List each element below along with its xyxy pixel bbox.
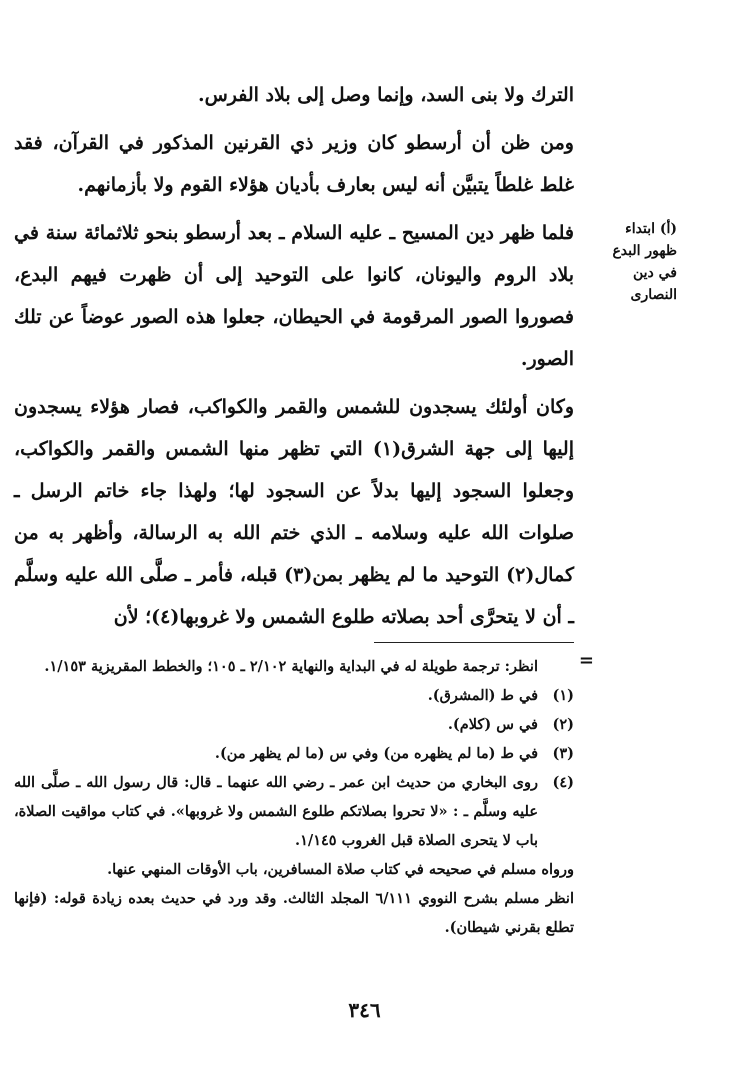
footnote-2 — [14, 710, 574, 739]
footnote-number: (١) — [552, 687, 574, 704]
footnote-extra: ورواه مسلم في صحيحه في كتاب صلاة المسافرين، باب الأوقات المنهي عنها. — [107, 861, 574, 878]
paragraph-1: الترك ولا بنى السد، وإنما وصل إلى بلاد الفرس. — [197, 84, 574, 106]
margin-heading-line: (أ) ابتداء — [625, 221, 677, 237]
main-text — [14, 74, 574, 638]
footnote-text: في ط (المشرق). — [427, 687, 538, 704]
footnote-continuation: انظر: ترجمة طويلة له في البداية والنهاية ٢/١٠٢ ـ ١٠٥؛ والخطط المقريزية ١/١٥٣. — [44, 658, 538, 675]
margin-heading-line: ظهور البدع — [612, 243, 677, 259]
margin-heading-line: في دين — [632, 265, 677, 281]
page-number: ٣٤٦ — [348, 998, 381, 1022]
margin-heading-line: النصارى — [630, 287, 677, 303]
footnote-extra: انظر مسلم بشرح النووي ٦/١١١ المجلد الثالث. وقد ورد في حديث بعده زيادة قوله: (فإنها تطلع بقرني شيطان). — [14, 890, 574, 936]
continuation-mark: = — [578, 650, 594, 671]
footnote-separator — [374, 642, 574, 643]
footnote-4 — [14, 768, 574, 855]
footnote-text: في ط (ما لم يظهره من) وفي س (ما لم يظهر من). — [214, 745, 538, 762]
paragraph-3: فلما ظهر دين المسيح ـ عليه السلام ـ بعد أرسطو بنحو ثلاثمائة سنة في بلاد الروم واليونان، كانوا على التوحيد إلى أن ظهرت فيهم البدع، فصوروا الصور المرقومة في الحيطان، جعلوا هذه الصور عوضاً عن تلك الصور. — [14, 222, 574, 370]
footnotes — [14, 652, 574, 942]
footnote-number: (٢) — [552, 716, 574, 733]
footnote-number: (٤) — [552, 774, 574, 791]
footnote-text: في س (كلام). — [447, 716, 538, 733]
paragraph-2: ومن ظن أن أرسطو كان وزير ذي القرنين المذكور في القرآن، فقد غلط غلطاً يتبيَّن أنه ليس بعارف بأديان هؤلاء القوم ولا بأزمانهم. — [14, 132, 574, 196]
footnote-text: روى البخاري من حديث ابن عمر ـ رضي الله عنهما ـ قال: قال رسول الله ـ صلَّى الله عليه وسلَّم ـ : «لا تحروا بصلاتكم طلوع الشمس ولا غروبها». في كتاب مواقيت الصلاة، باب لا يتحرى الصلاة قبل الغروب ١/١٤٥. — [14, 774, 538, 849]
paragraph-4: وكان أولئك يسجدون للشمس والقمر والكواكب، فصار هؤلاء يسجدون إليها إلى جهة الشرق(١) التي تظهر منها الشمس والقمر والكواكب، وجعلوا السجود إليها بدلاً عن السجود لها؛ ولهذا جاء خاتم الرسل ـ صلوات الله عليه وسلامه ـ الذي ختم الله به الرسالة، وأظهر به من كمال(٢) التوحيد ما لم يظهر بمن(٣) قبله، فأمر ـ صلَّى الله عليه وسلَّم ـ أن لا يتحرَّى أحد بصلاته طلوع الشمس ولا غروبها(٤)؛ لأن — [14, 396, 575, 628]
footnote-number: (٣) — [552, 745, 574, 762]
footnote-1 — [14, 681, 574, 710]
footnote-3 — [14, 739, 574, 768]
margin-heading — [589, 218, 677, 306]
